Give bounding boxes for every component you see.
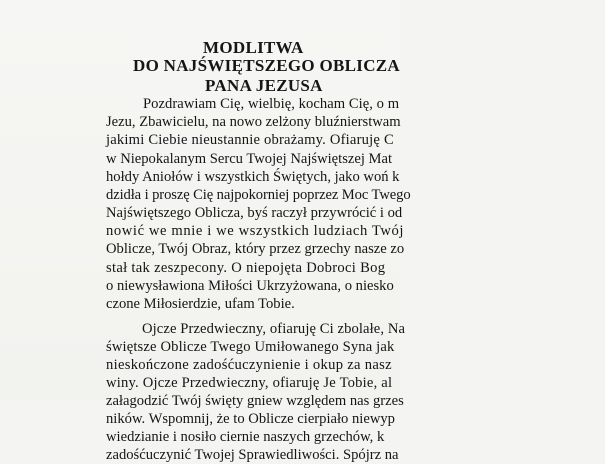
paragraph-2-line: winy. Ojcze Przedwieczny, ofiaruję Je Tobie, al (106, 375, 393, 391)
paragraph-1-line: o niewysławiona Miłości Ukrzyżowana, o niesko (106, 278, 394, 294)
paragraph-1-line: hołdy Aniołów i wszystkich Świętych, jako woń k (106, 169, 400, 185)
paragraph-1-line: jakimi Ciebie nieustannie obrażamy. Ofiaruję C (106, 132, 394, 148)
paragraph-2-line: świętsze Oblicze Twego Umiłowanego Syna jak (106, 339, 395, 355)
paragraph-1-line: w Niepokalanym Sercu Twojej Najświętszej Mat (106, 151, 393, 167)
paragraph-2-line: zadośćuczynić Twojej Sprawiedliwości. Spójrz na (106, 447, 399, 463)
title-line-3: PANA JEZUSA (205, 76, 323, 95)
paragraph-1-line: czone Miłosierdzie, ufam Tobie. (106, 296, 295, 312)
paragraph-1-line: dzidła i proszę Cię najpokorniej poprzez Moc Twego (106, 187, 411, 203)
paragraph-1-line: nowić we mnie i we wszystkich ludziach Twój (106, 223, 405, 239)
paragraph-2-line: wiedzianie i nosiło ciernie naszych grzechów, k (106, 429, 385, 445)
paragraph-2-line: załagodzić Twój święty gniew względem nas grzes (106, 393, 404, 409)
paragraph-1-line: Pozdrawiam Cię, wielbię, kocham Cię, o m (143, 96, 400, 112)
paragraph-1-line: Najświętszego Oblicza, byś raczył przywrócić i od (106, 205, 403, 221)
paragraph-1-line: Oblicze, Twój Obraz, który przez grzechy nasze zo (106, 241, 405, 257)
paragraph-2-line: Ojcze Przedwieczny, ofiaruję Ci zbolałe, Na (142, 321, 406, 337)
title-line-1: MODLITWA (203, 38, 304, 57)
paragraph-2-line: ników. Wspomnij, że to Oblicze cierpiało niewyp (106, 411, 395, 427)
paragraph-1-line: stał tak zeszpecony. O niepojęta Dobroci Bog (106, 260, 386, 276)
title-line-2: DO NAJŚWIĘTSZEGO OBLICZA (133, 56, 400, 75)
paragraph-1-line: Jezu, Zbawicielu, na nowo zelżony bluźnierstwam (106, 114, 401, 130)
paragraph-2-line: nieskończone zadośćuczynienie i okup za nasz (106, 357, 392, 373)
